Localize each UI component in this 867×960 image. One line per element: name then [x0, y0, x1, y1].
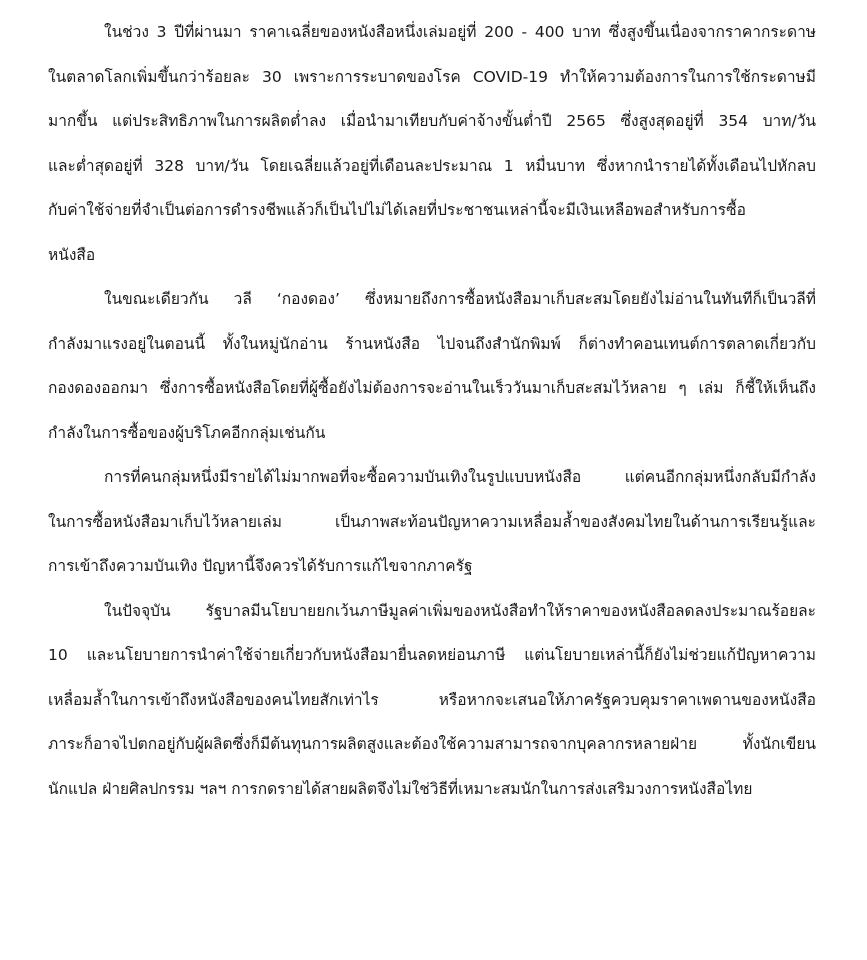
paragraph-2 — [48, 277, 816, 455]
paragraph-line: ในช่วง 3 ปีที่ผ่านมา ราคาเฉลี่ยของหนังสือหนึ่งเล่มอยู่ที่ 200 - 400 บาท ซึ่งสูงขึ้นเนื่องจากราคากระดาษ — [104, 23, 816, 41]
paragraph-line: ในการซื้อหนังสือมาเก็บไว้หลายเล่ม เป็นภาพสะท้อนปัญหาความเหลื่อมล้ำของสังคมไทยในด้านการเรียนรู้และ — [48, 512, 816, 531]
paragraph-line: ในปัจจุบัน รัฐบาลมีนโยบายยกเว้นภาษีมูลค่าเพิ่มของหนังสือทำให้ราคาของหนังสือลดลงประมาณร้อยละ — [104, 601, 816, 620]
paragraph-line: มากขึ้น แต่ประสิทธิภาพในการผลิตต่ำลง เมื่อนำมาเทียบกับค่าจ้างขั้นต่ำปี 2565 ซึ่งสูงสุดอยู่ที่ 354 บาท/วัน — [48, 112, 816, 130]
document-body — [48, 10, 816, 811]
paragraph-3 — [48, 455, 816, 589]
paragraph-4 — [48, 589, 816, 812]
paragraph-line: ในขณะเดียวกัน วลี ‘กองดอง’ ซึ่งหมายถึงการซื้อหนังสือมาเก็บสะสมโดยยังไม่อ่านในทันทีก็เป็นวลีที่ — [104, 290, 816, 308]
paragraph-line: นักแปล ฝ่ายศิลปกรรม ฯลฯ การกดรายได้สายผลิตจึงไม่ใช่วิธีที่เหมาะสมนักในการส่งเสริมวงการหนังสือไทย — [48, 779, 753, 798]
paragraph-line: ภาระก็อาจไปตกอยู่กับผู้ผลิตซึ่งก็มีต้นทุนการผลิตสูงและต้องใช้ความสามารถจากบุคลากรหลายฝ่าย ทั้งนักเขียน — [48, 735, 816, 753]
paragraph-line: หนังสือ — [48, 245, 96, 264]
paragraph-line: 10 และนโยบายการนำค่าใช้จ่ายเกี่ยวกับหนังสือมายื่นลดหย่อนภาษี แต่นโยบายเหล่านี้ก็ยังไม่ช่วยแก้ปัญหาความ — [48, 646, 816, 664]
paragraph-line: กำลังในการซื้อของผู้บริโภคอีกกลุ่มเช่นกัน — [48, 423, 326, 442]
paragraph-line: ในตลาดโลกเพิ่มขึ้นกว่าร้อยละ 30 เพราะการระบาดของโรค COVID-19 ทำให้ความต้องการในการใช้กระดาษมี — [48, 67, 816, 86]
paragraph-line: กับค่าใช้จ่ายที่จำเป็นต่อการดำรงชีพแล้วก็เป็นไปไม่ได้เลยที่ประชาชนเหล่านี้จะมีเงินเหลือพอสำหรับการซื้อ — [48, 201, 746, 219]
paragraph-line: การที่คนกลุ่มหนึ่งมีรายได้ไม่มากพอที่จะซื้อความบันเทิงในรูปแบบหนังสือ แต่คนอีกกลุ่มหนึ่งกลับมีกำลัง — [104, 468, 816, 486]
paragraph-line: กองดองออกมา ซึ่งการซื้อหนังสือโดยที่ผู้ซื้อยังไม่ต้องการจะอ่านในเร็ววันมาเก็บสะสมไว้หลาย ๆ เล่ม ก็ชี้ให้เห็นถึง — [48, 379, 816, 397]
paragraph-line: และต่ำสุดอยู่ที่ 328 บาท/วัน โดยเฉลี่ยแล้วอยู่ที่เดือนละประมาณ 1 หมื่นบาท ซึ่งหากนำรายได้ทั้งเดือนไปหักลบ — [48, 156, 816, 175]
paragraph-line: กำลังมาแรงอยู่ในตอนนี้ ทั้งในหมู่นักอ่าน ร้านหนังสือ ไปจนถึงสำนักพิมพ์ ก็ต่างทำคอนเทนต์การตลาดเกี่ยวกับ — [48, 334, 816, 353]
paragraph-line: เหลื่อมล้ำในการเข้าถึงหนังสือของคนไทยสักเท่าไร หรือหากจะเสนอให้ภาครัฐควบคุมราคาเพดานของหนังสือ — [48, 690, 816, 709]
paragraph-line: การเข้าถึงความบันเทิง ปัญหานี้จึงควรได้รับการแก้ไขจากภาครัฐ — [48, 557, 473, 575]
paragraph-1 — [48, 10, 816, 277]
